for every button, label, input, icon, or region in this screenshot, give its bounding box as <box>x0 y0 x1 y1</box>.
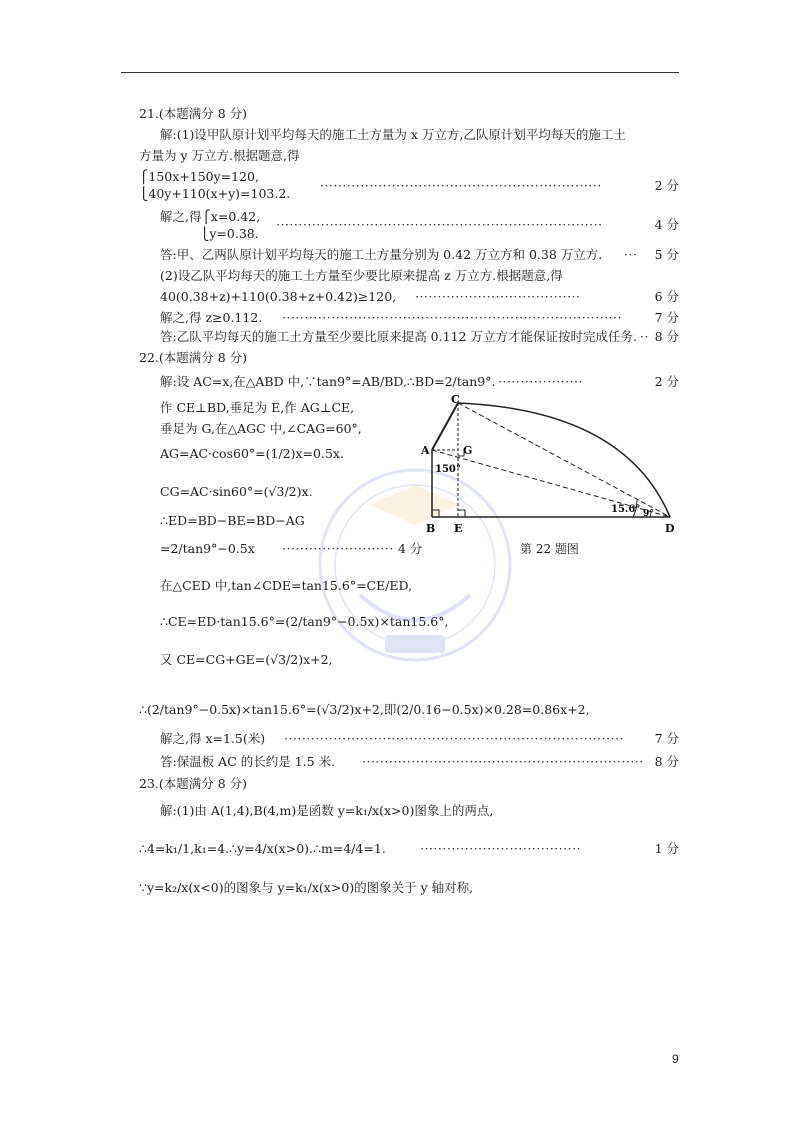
q21-line: 方量为 y 万立方.根据题意,得 <box>139 148 300 163</box>
label-a: A <box>421 444 430 457</box>
q22-title: 22.(本题满分 8 分) <box>139 350 248 365</box>
score-mark: 5 分 <box>654 247 679 262</box>
leader-dots: ········································································· <box>276 217 603 232</box>
q21-line: 答:乙队平均每天的施工土方量至少要比原来提高 0.112 万立方才能保证按时完成任务. <box>160 329 637 344</box>
label-e: E <box>454 522 463 535</box>
angle-9: 9° <box>643 509 654 519</box>
q21-line: ⎩y=0.38. <box>200 226 259 241</box>
q21-line: 解:(1)设甲队原计划平均每天的施工土方量为 x 万立方,乙队原计划平均每天的施工土 <box>160 127 626 142</box>
leader-dots: ··················· <box>498 374 583 389</box>
q23-line: 解:(1)由 A(1,4),B(4,m)是函数 y=k₁/x(x>0)图象上的两点, <box>160 803 494 818</box>
q22-line: ∴(2/tan9°−0.5x)×tan15.6°=(√3/2)x+2,即(2/0.16−0.5x)×0.28=0.86x+2, <box>139 702 590 717</box>
q21-line: 解之,得⎧x=0.42, <box>160 209 261 224</box>
label-c: C <box>451 393 460 406</box>
q22-line: 垂足为 G,在△AGC 中,∠CAG=60°, <box>160 421 362 436</box>
leader-dots: ····································· <box>415 289 581 304</box>
q22-line: =2/tan9°−0.5x <box>160 541 255 556</box>
score-mark: 4 分 <box>654 217 679 232</box>
q22-line: ∴ED=BD−BE=BD−AG <box>160 513 305 528</box>
q21-title: 21.(本题满分 8 分) <box>139 106 248 121</box>
angle-15-6: 15.6° <box>611 504 641 515</box>
score-mark: 1 分 <box>654 841 679 856</box>
label-g: G <box>463 444 473 457</box>
score-mark: 8 分 <box>654 329 679 344</box>
score-mark: 6 分 <box>654 289 679 304</box>
label-d: D <box>665 522 675 535</box>
q22-line: ∴CE=ED·tan15.6°=(2/tan9°−0.5x)×tan15.6°, <box>160 614 449 629</box>
score-mark: 7 分 <box>654 731 679 746</box>
q23-title: 23.(本题满分 8 分) <box>139 776 248 791</box>
score-mark: 2 分 <box>654 374 679 389</box>
q21-line: 解之,得 z≥0.112. <box>160 310 263 325</box>
q22-line: 答:保温板 AC 的长约是 1.5 米. <box>160 754 336 769</box>
leader-dots: ······························································· <box>320 178 602 193</box>
score-mark: 7 分 <box>654 310 679 325</box>
score-mark: 8 分 <box>654 754 679 769</box>
q23-line: ∴4=k₁/1,k₁=4.∴y=4/x(x>0).∴m=4/4=1. <box>139 841 386 856</box>
q22-line: 解之,得 x=1.5(米) <box>160 731 266 746</box>
q22-figure <box>415 390 685 560</box>
page-number: 9 <box>672 1052 679 1066</box>
q21-line: 40(0.38+z)+110(0.38+z+0.42)≥120, <box>160 289 397 304</box>
q22-line: 作 CE⊥BD,垂足为 E,作 AG⊥CE, <box>160 400 355 415</box>
label-b: B <box>426 522 436 535</box>
leader-dots: ············································································ <box>282 310 622 325</box>
score-mark: 2 分 <box>654 178 679 193</box>
leader-dots: ··· <box>624 247 638 262</box>
leader-dots: ···································· <box>420 841 582 856</box>
leader-dots: ······························································· <box>362 754 644 769</box>
q22-line: 又 CE=CG+GE=(√3/2)x+2, <box>160 652 333 667</box>
q21-line: ⎧150x+150y=120, <box>139 169 259 184</box>
leader-dots: ············································································ <box>284 731 624 746</box>
q22-line: 在△CED 中,tan∠CDE=tan15.6°=CE/ED, <box>160 578 413 593</box>
figure-caption: 第 22 题图 <box>520 542 579 556</box>
q22-line: AG=AC·cos60°=(1/2)x=0.5x. <box>160 446 344 461</box>
leader-dots: ·· <box>640 329 649 344</box>
q21-line: 答:甲、乙两队原计划平均每天的施工土方量分别为 0.42 万立方和 0.38 万立方. <box>160 247 603 262</box>
q21-line: ⎩40y+110(x+y)=103.2. <box>139 186 291 201</box>
leader-dots: ························· <box>282 541 394 556</box>
q22-line: CG=AC·sin60°=(√3/2)x. <box>160 484 313 499</box>
angle-150: 150° <box>435 464 461 475</box>
score-mark: 4 分 <box>398 541 423 556</box>
q23-line: ∵y=k₂/x(x<0)的图象与 y=k₁/x(x>0)的图象关于 y 轴对称, <box>139 880 474 895</box>
q22-line: 解:设 AC=x,在△ABD 中,∵tan9°=AB/BD,∴BD=2/tan9°. <box>160 374 496 389</box>
header-rule <box>121 72 679 73</box>
q21-line: (2)设乙队平均每天的施工土方量至少要比原来提高 z 万立方.根据题意,得 <box>160 268 563 283</box>
